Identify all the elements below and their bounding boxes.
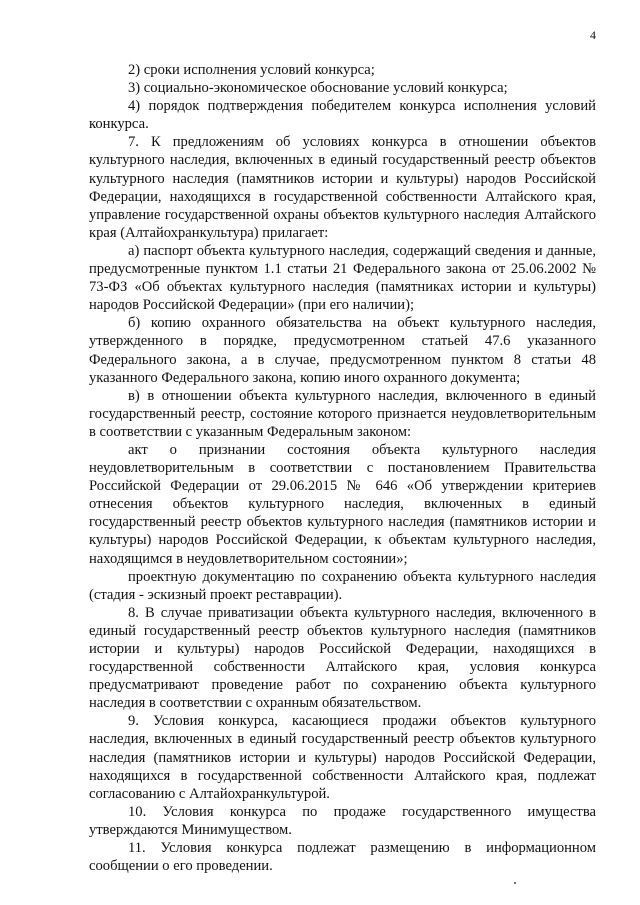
paragraph-project-docs: проектную документацию по сохранению объекта культурного наследия (стадия - эскизный проект реставрации). <box>89 568 596 603</box>
paragraph-clause-9: 9. Условия конкурса, касающиеся продажи объектов культурного наследия, включенных в единый государственный реестр объектов культурного наследия (памятников истории и культуры) народов Российской Федерации, находящихся в государственной собственности Алтайского края, подлежат согласованию с Алтайохранкультурой. <box>89 713 596 802</box>
document-body <box>89 61 596 875</box>
scan-speck <box>514 882 516 884</box>
paragraph-clause-11: 11. Условия конкурса подлежат размещению в информационном сообщении о его проведении. <box>89 840 596 875</box>
paragraph-item-3: 3) социально-экономическое обоснование условий конкурса; <box>128 80 508 97</box>
paragraph-clause-8: 8. В случае приватизации объекта культурного наследия, включенного в единый государственный реестр объектов культурного наследия (памятников истории и культуры) народов Российской Федерации, находящихся в государственной собственности Алтайского края, условия конкурса предусматривают проведение работ по сохранению объекта культурного наследия в соответствии с охранным обязательством. <box>89 604 596 712</box>
paragraph-item-4: 4) порядок подтверждения победителем конкурса исполнения условий конкурса. <box>89 98 596 133</box>
paragraph-clause-7: 7. К предложениям об условиях конкурса в отношении объектов культурного наследия, включенных в единый государственный реестр объектов культурного наследия (памятников истории и культуры) народов Российской Федерации, находящихся в государственной собственности Алтайского края, управление государственной охраны объектов культурного наследия Алтайского края (Алтайохранкультура) прилагает: <box>89 134 596 241</box>
paragraph-clause-7v: в) в отношении объекта культурного наследия, включенного в единый государственный реестр, состояние которого признается неудовлетворительным в соответствии с указанным Федеральным законом: <box>89 387 596 440</box>
page-number: 4 <box>590 28 596 42</box>
paragraph-clause-10: 10. Условия конкурса по продаже государственного имущества утверждаются Минимуществом. <box>89 803 596 838</box>
paragraph-clause-7b: б) копию охранного обязательства на объект культурного наследия, утвержденного в порядке, предусмотренном статьей 47.6 указанного Федерального закона, а в случае, предусмотренном пунктом 8 статьи 48 указанного Федерального закона, копию иного охранного документа; <box>89 315 596 386</box>
paragraph-item-2: 2) сроки исполнения условий конкурса; <box>128 62 375 78</box>
paragraph-act: акт о признании состояния объекта культурного наследия неудовлетворительным в соответствии с постановлением Правительства Российской Федерации от 29.06.2015 № 646 «Об утверждении критериев отнесения объектов культурного наследия, включенных в единый государственный реестр объектов культурного наследия (памятников истории и культуры) народов Российской Федерации, к объектам культурного наследия, находящимся в неудовлетворительном состоянии»; <box>89 441 596 567</box>
paragraph-clause-7a: а) паспорт объекта культурного наследия, содержащий сведения и данные, предусмотренные пунктом 1.1 статьи 21 Федерального закона от 25.06.2002 № 73-ФЗ «Об объектах культурного наследия (памятниках истории и культуры) народов Российской Федерации» (при его наличии); <box>89 242 596 314</box>
